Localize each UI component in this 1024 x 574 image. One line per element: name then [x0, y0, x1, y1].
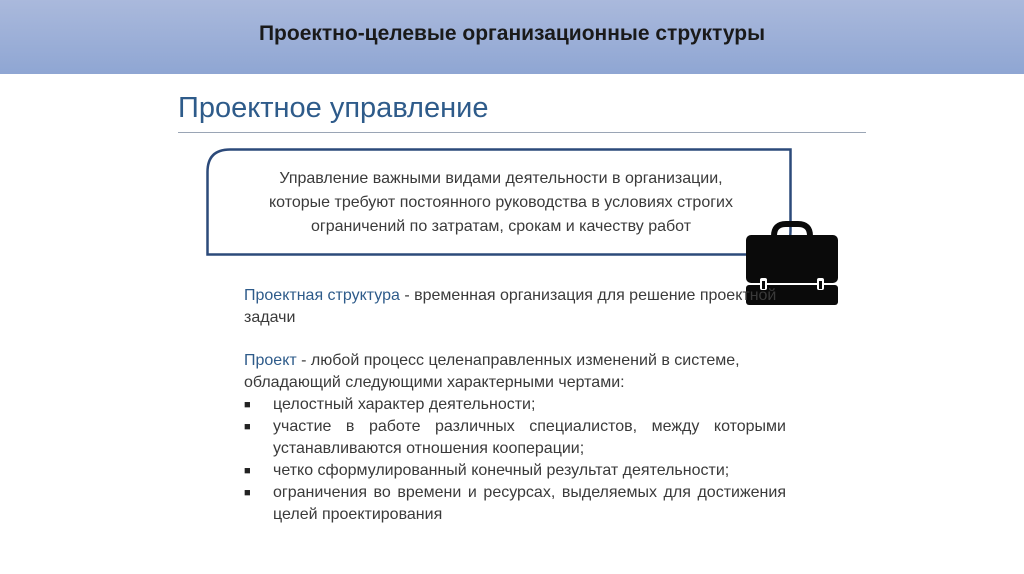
- definition-box: [206, 148, 792, 256]
- definition-line-2: которые требуют постоянного руководства в условиях строгих: [269, 194, 733, 211]
- structure-term: Проектная структура: [244, 287, 400, 304]
- list-item: [244, 416, 786, 460]
- structure-text: - временная организация для решение проектной задачи: [244, 287, 777, 326]
- list-item-text: целостный характер деятельности;: [273, 396, 536, 413]
- project-paragraph: [244, 350, 789, 394]
- list-item: [244, 394, 786, 416]
- section-title: Проектное управление: [178, 92, 489, 124]
- bullet-marker: ■: [244, 399, 251, 411]
- list-item-text: участие в работе различных специалистов, между которыми устанавливаются отношения кооперации;: [273, 418, 786, 457]
- definition-line-1: Управление важными видами деятельности в организации,: [279, 170, 723, 187]
- list-item: [244, 482, 786, 526]
- definition-text: [226, 167, 776, 239]
- list-item: [244, 460, 786, 482]
- bullet-marker: ■: [244, 487, 251, 499]
- title-divider: [178, 132, 866, 133]
- structure-paragraph: [244, 285, 789, 329]
- bullet-marker: ■: [244, 465, 251, 477]
- project-term: Проект: [244, 352, 297, 369]
- list-item-text: четко сформулированный конечный результат деятельности;: [273, 462, 730, 479]
- project-text: - любой процесс целенаправленных изменений в системе, обладающий следующими характерными чертами:: [244, 352, 740, 391]
- project-features-list: [244, 394, 786, 526]
- definition-line-3: ограничений по затратам, срокам и качеству работ: [310, 218, 692, 235]
- header-title: Проектно-целевые организационные структуры: [258, 22, 766, 45]
- header-bar: [0, 0, 1024, 74]
- list-item-text: ограничения во времени и ресурсах, выделяемых для достижения целей проектирования: [273, 484, 786, 523]
- bullet-marker: ■: [244, 421, 251, 433]
